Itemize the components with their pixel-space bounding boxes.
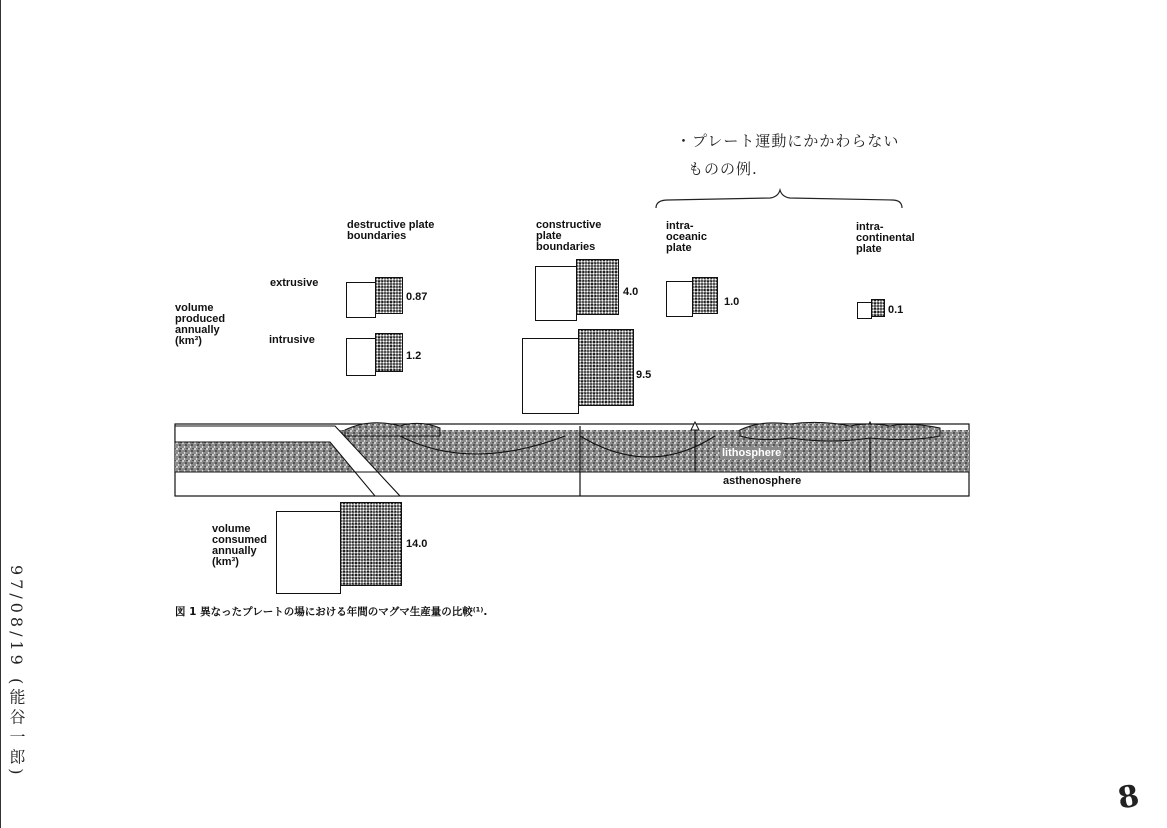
label-extrusive: extrusive xyxy=(270,277,319,289)
handwritten-note-line1: ・プレート運動にかかわらない xyxy=(676,132,900,150)
handwritten-brace xyxy=(650,188,912,212)
cube-intra-continental xyxy=(857,299,885,319)
value-intra-continental: 0.1 xyxy=(888,304,904,316)
value-intra-oceanic: 1.0 xyxy=(724,296,740,308)
figure-caption: 図 1 異なったプレートの場における年間のマグマ生産量の比較⁽¹⁾. xyxy=(175,606,488,618)
cube-constructive-extrusive xyxy=(535,259,619,321)
cube-destructive-extrusive xyxy=(346,277,403,318)
value-destructive-extrusive: 0.87 xyxy=(406,291,428,303)
cube-intra-oceanic xyxy=(666,277,718,317)
plate-cross-section xyxy=(170,412,976,502)
label-constructive-boundaries: constructive plate boundaries xyxy=(536,219,602,253)
label-volume-consumed: volume consumed annually (km³) xyxy=(212,523,268,568)
value-constructive-extrusive: 4.0 xyxy=(623,286,639,298)
cube-volume-consumed xyxy=(276,502,402,594)
label-asthenosphere: asthenosphere xyxy=(723,475,802,487)
cube-constructive-intrusive xyxy=(522,329,634,414)
value-volume-consumed: 14.0 xyxy=(406,538,428,550)
value-constructive-intrusive: 9.5 xyxy=(636,369,652,381)
label-volume-produced: volume produced annually (km³) xyxy=(175,302,226,347)
label-lithosphere: lithosphere xyxy=(722,447,782,459)
margin-date-note: 97/08/19 (能谷一郎) xyxy=(7,565,26,779)
label-intra-oceanic: intra- oceanic plate xyxy=(666,220,707,254)
label-intrusive: intrusive xyxy=(269,334,315,346)
page-mark: 8 xyxy=(1115,778,1143,817)
value-destructive-intrusive: 1.2 xyxy=(406,350,422,362)
label-intra-continental: intra- continental plate xyxy=(856,221,915,255)
handwritten-note-line2: ものの例. xyxy=(688,160,758,178)
label-destructive-boundaries: destructive plate boundaries xyxy=(347,219,435,242)
cube-destructive-intrusive xyxy=(346,333,403,376)
